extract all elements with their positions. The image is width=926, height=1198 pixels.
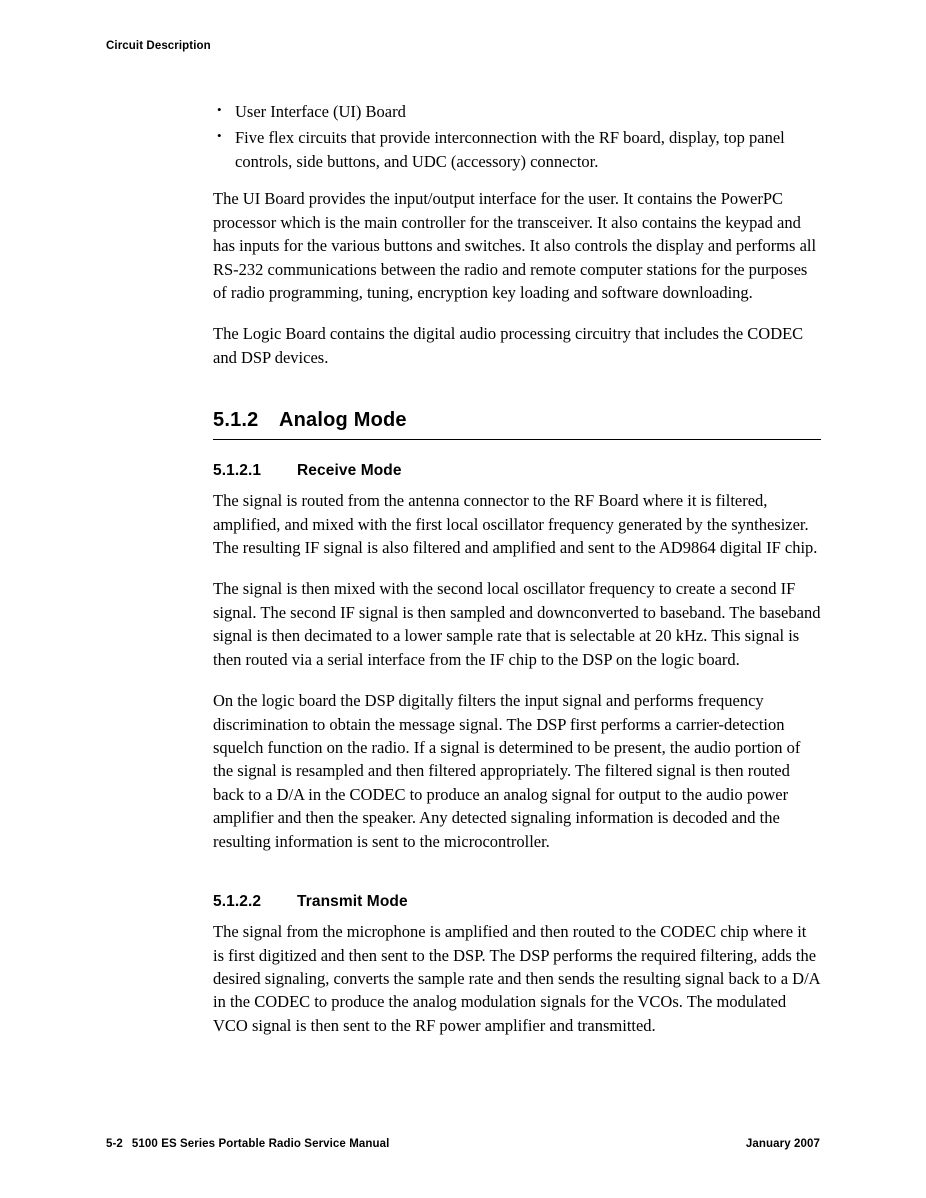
paragraph-receive-1: The signal is routed from the antenna connector to the RF Board where it is filtered, amplified, and mixed with the first local oscillator frequency generated by the synthesizer. The resulting IF signal is also filtered and amplified and sent to the AD9864 digital IF chip. <box>213 491 818 558</box>
page-number: 5-2 <box>106 1138 123 1150</box>
subsection-heading-receive-mode <box>213 462 821 480</box>
running-head: Circuit Description <box>106 40 211 52</box>
subsection-number: 5.1.2.2 <box>213 893 262 911</box>
footer-date: January 2007 <box>745 1138 820 1150</box>
subsection-heading-transmit-mode <box>213 893 821 911</box>
list-item <box>213 126 821 173</box>
subsection-spacer <box>213 871 821 893</box>
subsection-title: Transmit Mode <box>297 893 408 911</box>
page-content <box>213 100 821 1055</box>
paragraph-receive-2: The signal is then mixed with the second local oscillator frequency to create a second IF signal. The second IF signal is then sampled and downconverted to baseband. The baseband signal is then decimated to a lower sample rate that is selectable at 20 kHz. This signal is then routed via a serial interface from the IF chip to the DSP on the logic board. <box>213 579 821 669</box>
paragraph-ui-board: The UI Board provides the input/output interface for the user. It contains the PowerPC processor which is the main controller for the transceiver. It also contains the keypad and has inputs for the various buttons and switches. It also controls the display and performs all RS-232 communications between the radio and remote computer stations for the purposes of radio programming, tuning, encryption key loading and software downloading. <box>213 189 817 302</box>
list-item-text: Five flex circuits that provide interconnection with the RF board, display, top panel controls, side buttons, and UDC (accessory) connector. <box>235 128 785 171</box>
section-spacer <box>213 387 821 409</box>
section-heading-analog-mode <box>213 409 821 440</box>
footer-left <box>106 1138 389 1150</box>
bullet-icon: • <box>217 102 222 117</box>
subsection-title: Receive Mode <box>297 462 402 480</box>
subsection-number: 5.1.2.1 <box>213 462 262 480</box>
list-item-text: User Interface (UI) Board <box>235 102 406 121</box>
bullet-icon: • <box>217 128 222 144</box>
section-number: 5.1.2 <box>213 409 259 432</box>
heading-spacer <box>213 440 821 462</box>
paragraph-logic-board: The Logic Board contains the digital audio processing circuitry that includes the CODEC and DSP devices. <box>213 324 804 367</box>
section-title: Analog Mode <box>279 409 407 432</box>
page-footer <box>106 1138 820 1150</box>
manual-title: 5100 ES Series Portable Radio Service Manual <box>131 1138 390 1150</box>
list-item <box>213 100 821 123</box>
paragraph-transmit-1: The signal from the microphone is amplified and then routed to the CODEC chip where it is first digitized and then sent to the DSP. The DSP performs the required filtering, adds the desired signaling, converts the sample rate and then sends the resulting signal back to a D/A in the CODEC to produce the analog modulation signals for the VCOs. The modulated VCO signal is then sent to the RF power amplifier and transmitted. <box>213 922 820 1035</box>
intro-bullet-list <box>213 100 821 173</box>
paragraph-receive-3: On the logic board the DSP digitally filters the input signal and performs frequency discrimination to obtain the message signal. The DSP first performs a carrier-detection squelch function on the radio. If a signal is determined to be present, the audio portion of the signal is resampled and then filtered appropriately. The filtered signal is then routed back to a D/A in the CODEC to produce an analog signal for output to the audio power amplifier and then the speaker. Any detected signaling information is decoded and the resulting information is sent to the microcontroller. <box>213 691 801 851</box>
